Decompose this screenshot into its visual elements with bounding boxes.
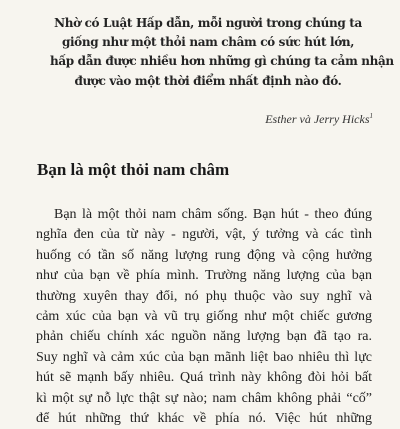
attribution-author: Esther và Jerry Hicks — [265, 112, 370, 126]
epigraph-quote — [50, 14, 394, 91]
body-line: nghĩa đen của từ này - người, vật, ý tưởng và các tình — [36, 227, 372, 243]
body-line: thường xuyên thay đổi, nó phụ thuộc vào suy nghĩ và — [36, 288, 372, 304]
body-line: hút sẽ mạnh bấy nhiêu. Quá trình này không đòi hỏi bất — [36, 370, 372, 386]
body-line: cảm xúc của bạn và vũ trụ giống như một chiếc gương — [36, 308, 372, 324]
footnote-marker: 1 — [369, 112, 373, 120]
epigraph-attribution — [265, 112, 373, 127]
body-line-cut-off: để hút những thứ khác về phía nó. Việc hút những — [36, 410, 372, 426]
body-line: kì một sự nỗ lực thật sự nào; nam châm không phải “cố” — [36, 390, 372, 406]
body-paragraph — [36, 205, 372, 426]
body-line: phản chiếu chính xác nguồn năng lượng bạn đã tạo ra. — [36, 329, 372, 345]
section-heading: Bạn là một thỏi nam châm — [37, 160, 230, 179]
epigraph-line: Nhờ có Luật Hấp dẫn, mỗi người trong chúng ta — [54, 16, 362, 30]
epigraph-line: giống như một thỏi nam châm có sức hút lớn, — [61, 35, 355, 50]
body-line: như của bạn về phía mình. Trường năng lượng của bạn — [36, 268, 372, 284]
epigraph-line: được vào một thời điểm nhất định nào đó. — [74, 73, 342, 88]
body-line: huống có tần số năng lượng rung động và cộng hưởng — [36, 247, 372, 263]
body-line: Suy nghĩ và cảm xúc của bạn mãnh liệt bao nhiêu thì lực — [36, 349, 372, 365]
epigraph-line: hấp dẫn được nhiều hơn những gì chúng ta cảm nhận — [50, 54, 394, 69]
body-line: Bạn là một thỏi nam châm sống. Bạn hút - theo đúng — [54, 207, 372, 222]
